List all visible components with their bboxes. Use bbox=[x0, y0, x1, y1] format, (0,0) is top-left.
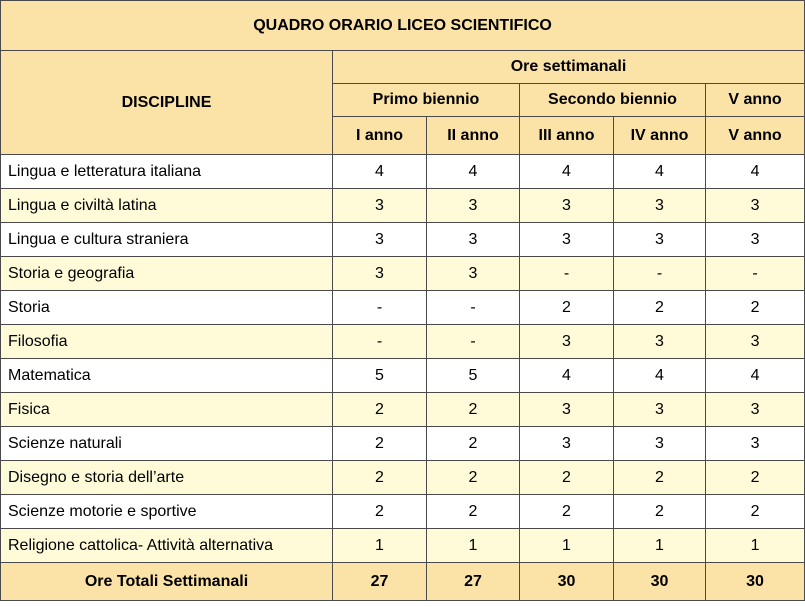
hours-cell: - bbox=[706, 257, 805, 291]
subject-cell: Fisica bbox=[1, 393, 333, 427]
total-hours-cell: 27 bbox=[333, 563, 427, 601]
table-row bbox=[1, 495, 805, 529]
hours-cell: 2 bbox=[614, 461, 706, 495]
hours-cell: 4 bbox=[333, 155, 427, 189]
table-row bbox=[1, 291, 805, 325]
table-row bbox=[1, 189, 805, 223]
year-header: V anno bbox=[706, 117, 805, 155]
hours-cell: 3 bbox=[520, 325, 614, 359]
hours-cell: 1 bbox=[706, 529, 805, 563]
group-header-primo-biennio: Primo biennio bbox=[333, 84, 520, 117]
hours-cell: 2 bbox=[427, 495, 520, 529]
table-row bbox=[1, 529, 805, 563]
subject-cell: Lingua e civiltà latina bbox=[1, 189, 333, 223]
hours-cell: 3 bbox=[614, 325, 706, 359]
year-header: IV anno bbox=[614, 117, 706, 155]
hours-cell: 3 bbox=[520, 223, 614, 257]
table-row bbox=[1, 223, 805, 257]
hours-cell: 2 bbox=[706, 461, 805, 495]
hours-cell: - bbox=[333, 291, 427, 325]
hours-cell: 3 bbox=[427, 189, 520, 223]
subject-cell: Scienze naturali bbox=[1, 427, 333, 461]
table-row bbox=[1, 325, 805, 359]
total-hours-cell: 30 bbox=[614, 563, 706, 601]
table-row bbox=[1, 155, 805, 189]
totals-label: Ore Totali Settimanali bbox=[1, 563, 333, 601]
total-hours-cell: 30 bbox=[520, 563, 614, 601]
subject-cell: Filosofia bbox=[1, 325, 333, 359]
hours-cell: 1 bbox=[614, 529, 706, 563]
total-hours-cell: 27 bbox=[427, 563, 520, 601]
hours-cell: - bbox=[520, 257, 614, 291]
year-header: I anno bbox=[333, 117, 427, 155]
hours-cell: 4 bbox=[520, 155, 614, 189]
hours-cell: - bbox=[427, 291, 520, 325]
hours-cell: 2 bbox=[427, 393, 520, 427]
hours-cell: 3 bbox=[520, 393, 614, 427]
hours-cell: 2 bbox=[520, 461, 614, 495]
hours-cell: 3 bbox=[614, 393, 706, 427]
table-row bbox=[1, 461, 805, 495]
hours-cell: 2 bbox=[520, 291, 614, 325]
table-row bbox=[1, 393, 805, 427]
hours-cell: 3 bbox=[706, 223, 805, 257]
hours-cell: 3 bbox=[614, 189, 706, 223]
year-header: II anno bbox=[427, 117, 520, 155]
total-hours-cell: 30 bbox=[706, 563, 805, 601]
hours-cell: 2 bbox=[333, 427, 427, 461]
hours-cell: 3 bbox=[520, 427, 614, 461]
hours-cell: 2 bbox=[427, 461, 520, 495]
subject-cell: Disegno e storia dell’arte bbox=[1, 461, 333, 495]
hours-cell: 3 bbox=[614, 223, 706, 257]
hours-cell: 4 bbox=[706, 155, 805, 189]
hours-cell: 1 bbox=[333, 529, 427, 563]
table-row bbox=[1, 359, 805, 393]
hours-cell: 3 bbox=[706, 427, 805, 461]
subject-cell: Lingua e letteratura italiana bbox=[1, 155, 333, 189]
hours-cell: 2 bbox=[333, 495, 427, 529]
hours-cell: 2 bbox=[614, 495, 706, 529]
table-title: QUADRO ORARIO LICEO SCIENTIFICO bbox=[1, 1, 805, 51]
subject-cell: Storia bbox=[1, 291, 333, 325]
hours-cell: 3 bbox=[427, 257, 520, 291]
hours-cell: 3 bbox=[706, 393, 805, 427]
hours-cell: 1 bbox=[427, 529, 520, 563]
hours-cell: 2 bbox=[706, 291, 805, 325]
subject-rows bbox=[1, 155, 805, 563]
hours-cell: 4 bbox=[520, 359, 614, 393]
hours-cell: 1 bbox=[520, 529, 614, 563]
hours-cell: 5 bbox=[427, 359, 520, 393]
hours-cell: 4 bbox=[614, 359, 706, 393]
hours-cell: 3 bbox=[706, 189, 805, 223]
hours-cell: 2 bbox=[333, 461, 427, 495]
discipline-header: DISCIPLINE bbox=[1, 51, 333, 155]
group-header-quinto-anno: V anno bbox=[706, 84, 805, 117]
totals-row bbox=[1, 563, 805, 601]
subject-cell: Storia e geografia bbox=[1, 257, 333, 291]
table-row bbox=[1, 427, 805, 461]
hours-cell: 3 bbox=[427, 223, 520, 257]
hours-cell: - bbox=[333, 325, 427, 359]
hours-cell: 2 bbox=[427, 427, 520, 461]
hours-cell: 2 bbox=[520, 495, 614, 529]
weekly-hours-header: Ore settimanali bbox=[333, 51, 805, 84]
subject-cell: Matematica bbox=[1, 359, 333, 393]
hours-cell: 2 bbox=[706, 495, 805, 529]
hours-cell: 2 bbox=[333, 393, 427, 427]
group-header-secondo-biennio: Secondo biennio bbox=[520, 84, 706, 117]
hours-cell: 3 bbox=[333, 223, 427, 257]
hours-cell: 4 bbox=[706, 359, 805, 393]
hours-cell: 2 bbox=[614, 291, 706, 325]
table-row bbox=[1, 257, 805, 291]
hours-cell: 3 bbox=[333, 257, 427, 291]
hours-cell: 5 bbox=[333, 359, 427, 393]
hours-cell: 3 bbox=[520, 189, 614, 223]
hours-cell: 4 bbox=[427, 155, 520, 189]
hours-cell: - bbox=[614, 257, 706, 291]
hours-cell: - bbox=[427, 325, 520, 359]
subject-cell: Scienze motorie e sportive bbox=[1, 495, 333, 529]
hours-cell: 4 bbox=[614, 155, 706, 189]
year-header: III anno bbox=[520, 117, 614, 155]
subject-cell: Religione cattolica- Attività alternativa bbox=[1, 529, 333, 563]
hours-cell: 3 bbox=[706, 325, 805, 359]
hours-cell: 3 bbox=[614, 427, 706, 461]
subject-cell: Lingua e cultura straniera bbox=[1, 223, 333, 257]
hours-cell: 3 bbox=[333, 189, 427, 223]
